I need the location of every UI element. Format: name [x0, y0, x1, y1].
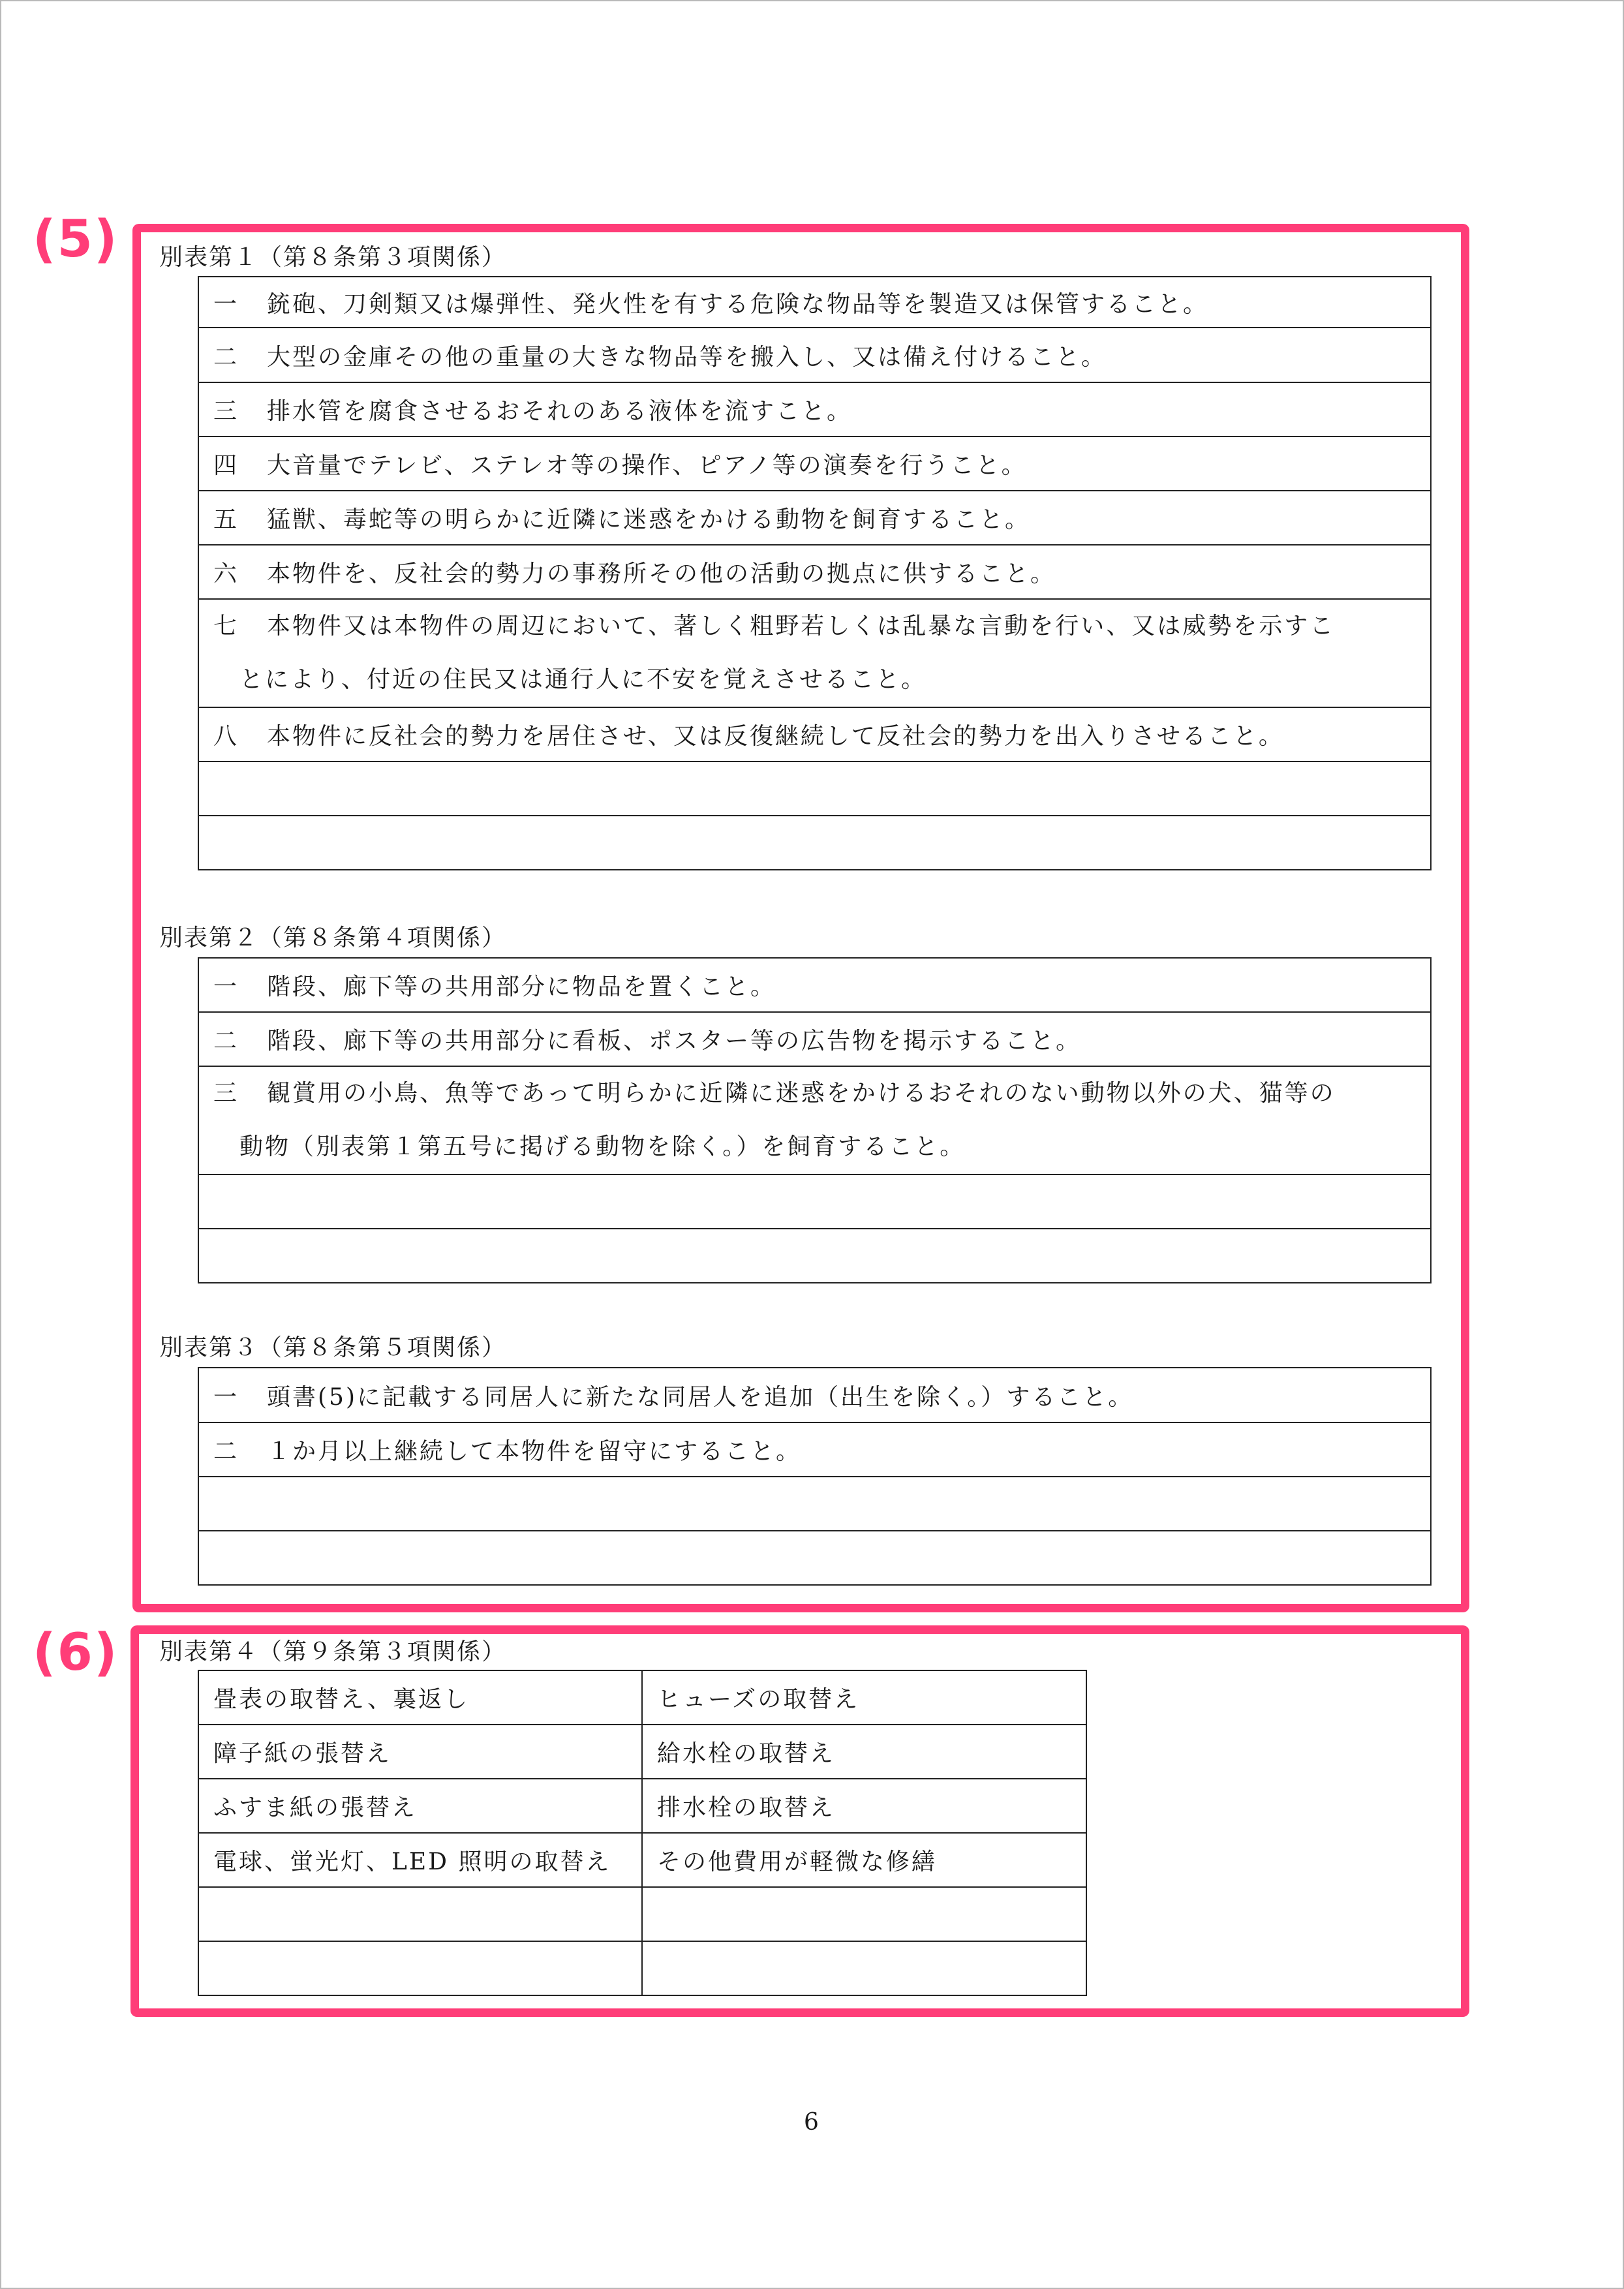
- table-cell: 畳表の取替え、裏返し: [198, 1670, 642, 1725]
- item-text: 階段、廊下等の共用部分に物品を置くこと。: [267, 974, 776, 1000]
- table-cell: 電球、蛍光灯、LED 照明の取替え: [198, 1833, 642, 1887]
- item-text: 大音量でテレビ、ステレオ等の操作、ピアノ等の演奏を行うこと。: [267, 452, 1027, 479]
- item-number: 二: [213, 1438, 239, 1465]
- table-cell-empty: [642, 1941, 1086, 1995]
- table-cell-empty: [198, 1887, 642, 1941]
- item-text: 猛獣、毒蛇等の明らかに近隣に迷惑をかける動物を飼育すること。: [267, 506, 1031, 533]
- table-row-empty: [198, 1229, 1431, 1283]
- table-cell: [198, 1368, 1431, 1422]
- section-marker-6: (6): [33, 1623, 119, 1682]
- table-row-empty: [198, 1477, 1431, 1531]
- table-row: [198, 1066, 1431, 1175]
- table-cell: その他費用が軽微な修繕: [642, 1833, 1086, 1887]
- table-row: [198, 958, 1431, 1012]
- item-number: 四: [213, 452, 239, 479]
- item-text: 本物件を、反社会的勢力の事務所その他の活動の拠点に供すること。: [267, 561, 1056, 587]
- table-cell: [198, 328, 1431, 382]
- table2-caption: 別表第２（第８条第４項関係）: [159, 925, 507, 951]
- table4: [198, 1670, 1087, 1996]
- table-row: [198, 707, 1431, 761]
- table-row: [198, 437, 1431, 491]
- table-row: [198, 1012, 1431, 1066]
- item-number: 一: [213, 290, 239, 318]
- table-row-empty: [198, 761, 1431, 816]
- table2: [198, 957, 1432, 1283]
- table-row: [198, 1368, 1431, 1422]
- item-text: 頭書(5)に記載する同居人に新たな同居人を追加（出生を除く。）すること。: [267, 1383, 1134, 1411]
- section-marker-5: (5): [33, 210, 119, 269]
- table1: [198, 276, 1432, 870]
- table-cell: [198, 491, 1431, 545]
- table-cell-empty: [198, 1175, 1431, 1229]
- item-number: 八: [213, 723, 239, 750]
- item-text-continued: 動物（別表第１第五号に掲げる動物を除く。）を飼育すること。: [239, 1133, 966, 1160]
- table-row: [198, 1725, 1086, 1779]
- table-row: [198, 1670, 1086, 1725]
- table-row-empty: [198, 1175, 1431, 1229]
- item-text: 本物件に反社会的勢力を居住させ、又は反復継続して反社会的勢力を出入りさせること。: [267, 723, 1284, 750]
- item-text: １か月以上継続して本物件を留守にすること。: [267, 1438, 802, 1465]
- table-cell: [198, 599, 1431, 707]
- page-number: 6: [804, 2109, 819, 2136]
- table-row: [198, 328, 1431, 382]
- table-row: [198, 382, 1431, 437]
- table-cell-empty: [642, 1887, 1086, 1941]
- table-cell: [198, 958, 1431, 1012]
- table-row-empty: [198, 816, 1431, 870]
- table-row: [198, 1833, 1086, 1887]
- table-row-empty: [198, 1887, 1086, 1941]
- table-cell-empty: [198, 1941, 642, 1995]
- item-number: 二: [213, 1028, 239, 1054]
- table4-caption: 別表第４（第９条第３項関係）: [159, 1638, 507, 1665]
- table-cell-empty: [198, 1477, 1431, 1531]
- table-row: [198, 599, 1431, 707]
- table-cell: [198, 707, 1431, 761]
- table-cell: 障子紙の張替え: [198, 1725, 642, 1779]
- table-cell: 給水栓の取替え: [642, 1725, 1086, 1779]
- table-row: [198, 545, 1431, 599]
- table-cell: ヒューズの取替え: [642, 1670, 1086, 1725]
- table-row-empty: [198, 1941, 1086, 1995]
- item-text: 銃砲、刀剣類又は爆弾性、発火性を有する危険な物品等を製造又は保管すること。: [267, 290, 1209, 318]
- table-cell: [198, 437, 1431, 491]
- table1-caption: 別表第１（第８条第３項関係）: [159, 244, 507, 271]
- table-cell: [198, 545, 1431, 599]
- table-cell-empty: [198, 761, 1431, 816]
- item-text: 排水管を腐食させるおそれのある液体を流すこと。: [267, 398, 853, 425]
- item-number: 五: [213, 506, 239, 533]
- item-text: 階段、廊下等の共用部分に看板、ポスター等の広告物を掲示すること。: [267, 1028, 1082, 1054]
- table-row: [198, 491, 1431, 545]
- table-cell: [198, 1422, 1431, 1477]
- item-number: 六: [213, 561, 239, 587]
- item-number: 二: [213, 343, 239, 371]
- item-number: 一: [213, 974, 239, 1000]
- table-cell: [198, 382, 1431, 437]
- table3: [198, 1367, 1432, 1586]
- table-cell-empty: [198, 1531, 1431, 1585]
- table-cell: [198, 1012, 1431, 1066]
- item-text: 大型の金庫その他の重量の大きな物品等を搬入し、又は備え付けること。: [267, 343, 1107, 371]
- table-cell-empty: [198, 1229, 1431, 1283]
- table-cell: [198, 277, 1431, 328]
- item-number: 一: [213, 1383, 239, 1411]
- table-cell: [198, 1066, 1431, 1175]
- table-cell-empty: [198, 816, 1431, 870]
- table-cell: 排水栓の取替え: [642, 1779, 1086, 1833]
- table-row: [198, 1779, 1086, 1833]
- item-number: 三: [213, 1080, 239, 1107]
- item-text: 本物件又は本物件の周辺において、著しく粗野若しくは乱暴な言動を行い、又は威勢を示すこ: [267, 613, 1336, 639]
- item-text-continued: とにより、付近の住民又は通行人に不安を覚えさせること。: [239, 666, 927, 693]
- table3-caption: 別表第３（第８条第５項関係）: [159, 1334, 507, 1361]
- table-cell: ふすま紙の張替え: [198, 1779, 642, 1833]
- item-number: 三: [213, 398, 239, 425]
- table-row: [198, 277, 1431, 328]
- table-row-empty: [198, 1531, 1431, 1585]
- item-text: 観賞用の小鳥、魚等であって明らかに近隣に迷惑をかけるおそれのない動物以外の犬、猫等の: [267, 1080, 1336, 1107]
- item-number: 七: [213, 613, 239, 639]
- table-row: [198, 1422, 1431, 1477]
